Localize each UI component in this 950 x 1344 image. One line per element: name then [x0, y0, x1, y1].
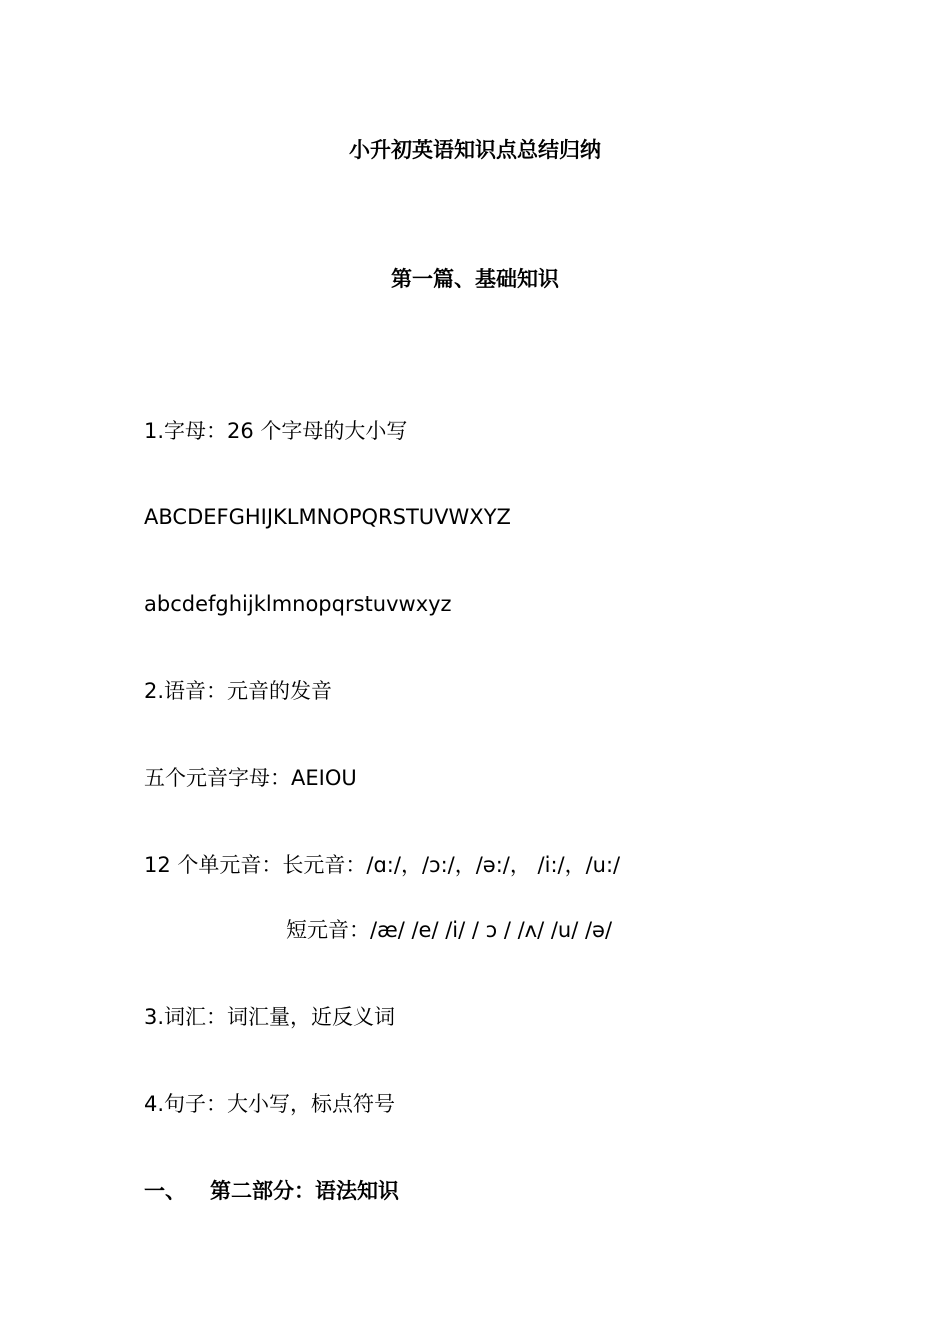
short-vowels: 短元音：/æ/ /e/ /i/ / ɔ / /ʌ/ /u/ /ə/	[286, 918, 613, 942]
vowel-letters: 五个元音字母：AEIOU	[144, 766, 357, 790]
document-title: 小升初英语知识点总结归纳	[349, 138, 601, 162]
sentences-line: 4.句子：大小写，标点符号	[144, 1092, 396, 1116]
lowercase-alphabet: abcdefghijklmnopqrstuvwxyz	[144, 592, 452, 616]
part2-heading-row	[144, 1177, 399, 1205]
phonetics-heading: 2.语音：元音的发音	[144, 679, 333, 703]
part1-heading: 第一篇、基础知识	[391, 267, 559, 291]
part2-heading: 第二部分：语法知识	[210, 1179, 399, 1203]
long-vowels: 12 个单元音：长元音：/ɑ:/，/ɔ:/，/ə:/， /i:/，/u:/	[144, 853, 621, 877]
letters-heading: 1.字母：26 个字母的大小写	[144, 419, 408, 443]
vocabulary-line: 3.词汇：词汇量，近反义词	[144, 1005, 396, 1029]
part2-number: 一、	[144, 1179, 186, 1203]
uppercase-alphabet: ABCDEFGHIJKLMNOPQRSTUVWXYZ	[144, 505, 511, 529]
